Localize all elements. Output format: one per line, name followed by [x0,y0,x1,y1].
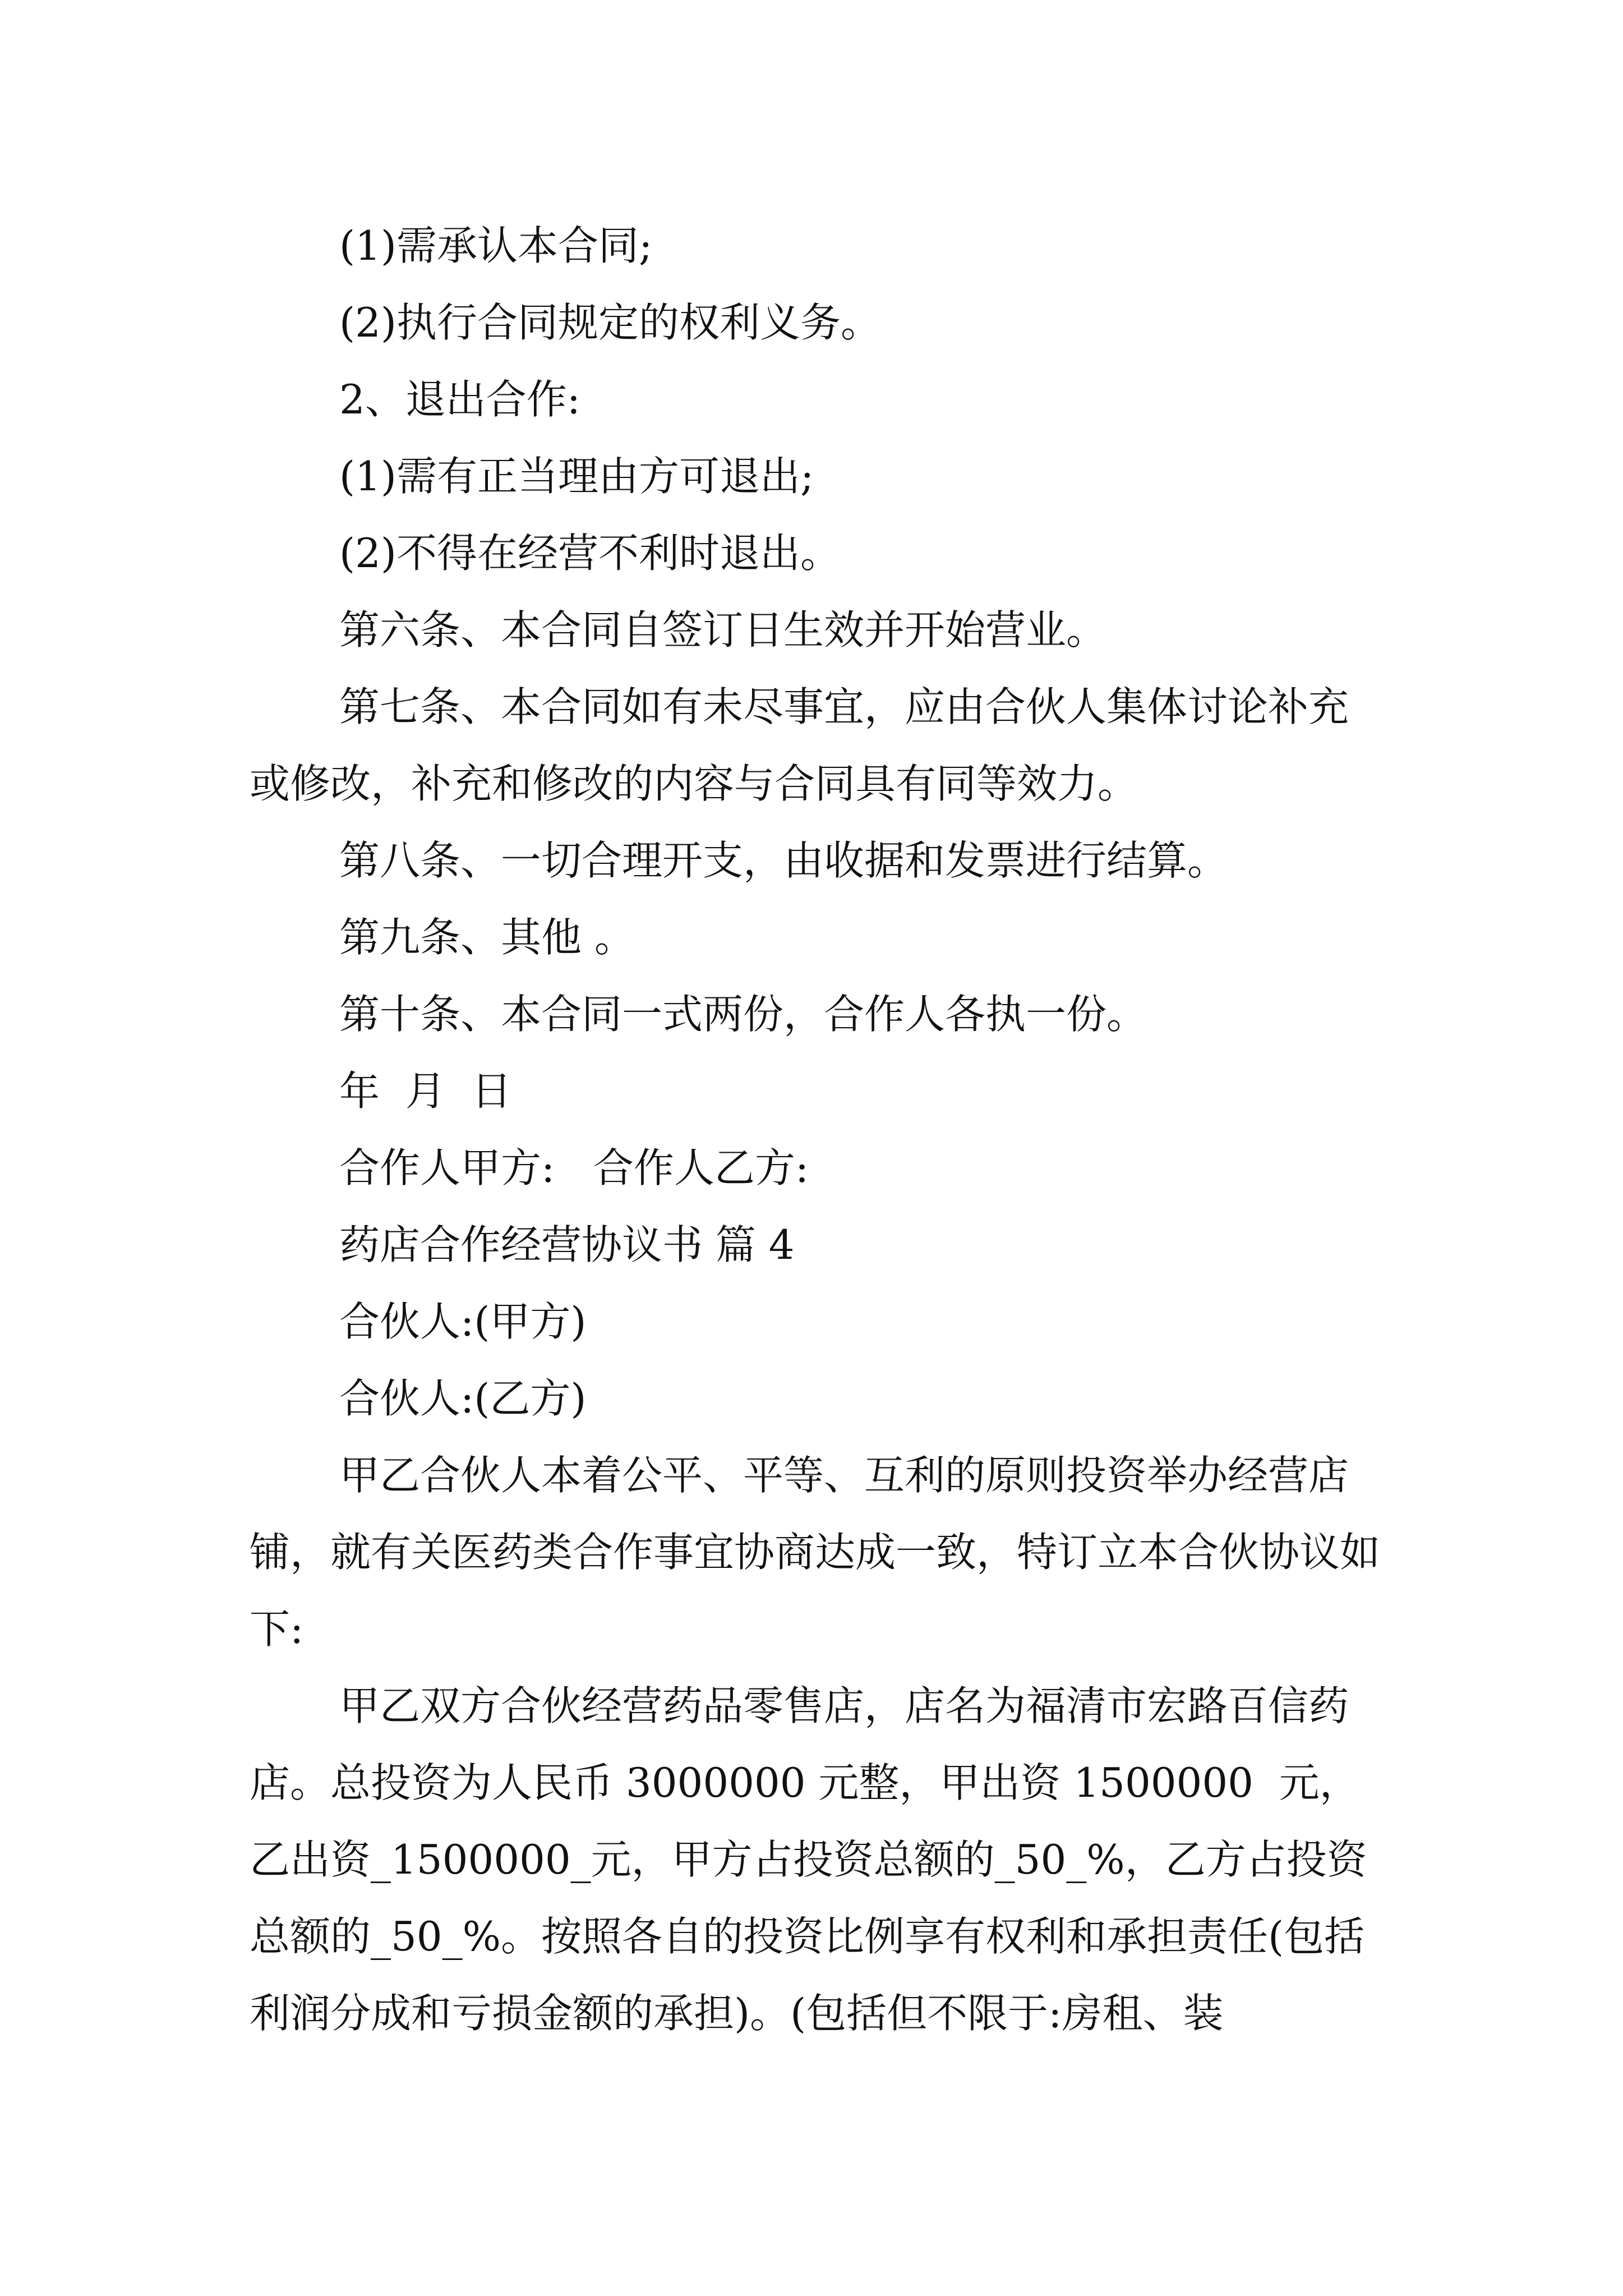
paragraph: 2、退出合作: [339,376,581,423]
article-ten: 第十条、本合同一式两份，合作人各执一份。 [339,991,1147,1038]
investment-clause: 甲乙双方合伙经营药品零售店，店名为福清市宏路百信药店。总投资为人民币 3000000 元整，甲出资 1500000 元，乙出资_1500000_元，甲方占投资总额的_50_%，乙方占投资总额的_50_%。按照各自的投资比例享有权利和承担责任(包括利润分成和亏损金额的承担)。(包括但不限于:房租、装 [250,1682,1367,2037]
partner-a: 合伙人:(甲方) [339,1298,587,1345]
article-seven: 第七条、本合同如有未尽事宜，应由合伙人集体讨论补充或修改，补充和修改的内容与合同具有同等效力。 [250,683,1349,807]
paragraph: (1)需承认本合同; [339,222,653,269]
article-nine: 第九条、其他 。 [339,914,635,961]
date-line: 年 月 日 [339,1068,512,1115]
document-body [250,208,1388,2052]
preamble: 甲乙合伙人本着公平、平等、互利的原则投资举办经营店铺，就有关医药类合作事宜协商达成一致，特订立本合伙协议如下: [250,1452,1381,1653]
section-title: 药店合作经营协议书 篇 4 [339,1221,795,1268]
partner-b: 合伙人:(乙方) [339,1375,587,1422]
paragraph: (2)执行合同规定的权利义务。 [339,299,881,346]
article-eight: 第八条、一切合理开支，由收据和发票进行结算。 [339,837,1228,884]
paragraph: (1)需有正当理由方可退出; [339,453,814,500]
article-six: 第六条、本合同自签订日生效并开始营业。 [339,606,1107,654]
signature-line: 合作人甲方: 合作人乙方: [339,1144,809,1191]
paragraph: (2)不得在经营不利时退出。 [339,530,841,577]
